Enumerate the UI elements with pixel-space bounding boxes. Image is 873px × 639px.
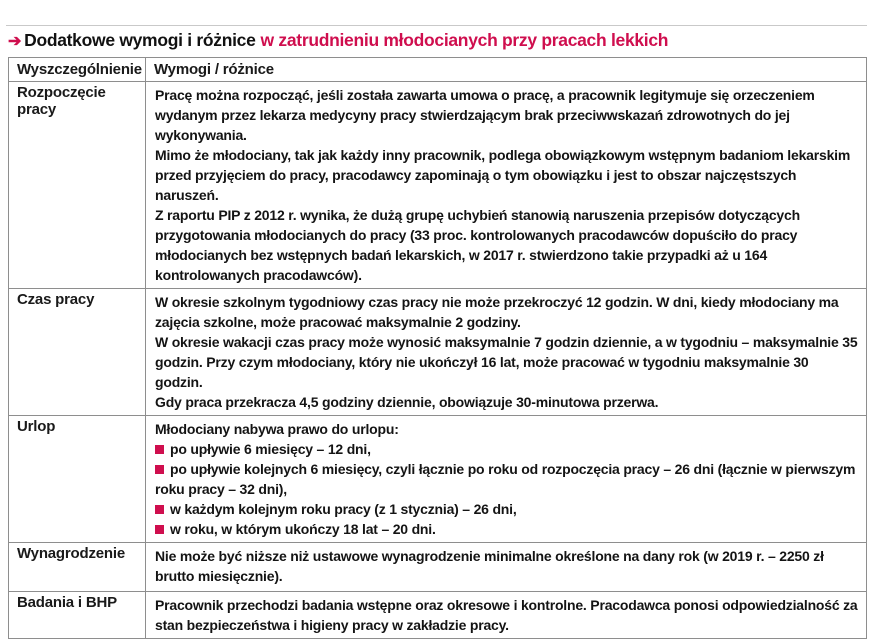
paragraph: Z raportu PIP z 2012 r. wynika, że dużą grupę uchybień stanowią naruszenia przepisów dotyczących przygotowania młodocianych do pracy (33 proc. kontrolowanych pracodawców dopuściło do pracy młodocianych bez wstępnych badań lekarskich, w 2017 r. stwierdzono takie przypadki aż u 164 kontrolowanych pracodawców). (155, 207, 800, 283)
row-label: Urlop (9, 416, 146, 543)
column-header-specification: Wyszczególnienie (9, 58, 146, 82)
paragraph: W okresie wakacji czas pracy może wynosić maksymalnie 7 godzin dziennie, a w tygodniu – maksymalnie 35 godzin. Przy czym młodociany, który nie ukończył 16 lat, może pracować w tygodniu maksymalnie 30 godzin. (155, 334, 858, 390)
list-item (155, 459, 858, 499)
title-black-part: Dodatkowe wymogi i różnice (24, 30, 256, 50)
paragraph: W okresie szkolnym tygodniowy czas pracy nie może przekroczyć 12 godzin. W dni, kiedy młodociany ma zajęcia szkolne, może pracować maksymalnie 2 godziny. (155, 294, 839, 330)
row-label: Rozpoczęcie pracy (9, 82, 146, 289)
paragraph: Mimo że młodociany, tak jak każdy inny pracownik, podlega obowiązkowym wstępnym badaniom lekarskim przed przyjęciem do pracy, pracodawcy zapominają o tym obowiązku i jest to obszar najczęstszych naruszeń. (155, 147, 851, 203)
requirements-table (8, 57, 867, 639)
paragraph: Pracownik przechodzi badania wstępne oraz okresowe i kontrolne. Pracodawca ponosi odpowiedzialność za stan bezpieczeństwa i higieny pracy w zakładzie pracy. (155, 597, 858, 633)
page-title (8, 30, 668, 51)
bullet-square-icon (155, 465, 164, 474)
paragraph: Gdy praca przekracza 4,5 godziny dziennie, obowiązuje 30-minutowa przerwa. (155, 394, 659, 410)
paragraph: Pracę można rozpocząć, jeśli została zawarta umowa o pracę, a pracownik legitymuje się orzeczeniem wydanym przez lekarza medycyny pracy stwierdzającym brak przeciwwskazań zdrowotnych do jej wykonywania. (155, 87, 815, 143)
bullet-square-icon (155, 525, 164, 534)
table-row-wynagrodzenie (9, 543, 867, 592)
table-row-badania-i-bhp (9, 592, 867, 639)
row-label: Wynagrodzenie (9, 543, 146, 592)
paragraph: Nie może być niższe niż ustawowe wynagrodzenie minimalne określone na dany rok (w 2019 r. – 2250 zł brutto miesięcznie). (155, 548, 824, 584)
header-row (9, 58, 867, 82)
column-header-requirements: Wymogi / różnice (146, 58, 867, 82)
bullet-square-icon (155, 445, 164, 454)
row-label: Czas pracy (9, 289, 146, 416)
row-content (146, 416, 867, 543)
row-content (146, 289, 867, 416)
list-item (155, 519, 858, 539)
list-item-text: po upływie 6 miesięcy – 12 dni, (170, 441, 371, 457)
top-divider (6, 25, 867, 26)
title-red-part: w zatrudnieniu młodocianych przy pracach lekkich (260, 30, 669, 50)
list-item-text: w każdym kolejnym roku pracy (z 1 stycznia) – 26 dni, (170, 501, 517, 517)
arrow-icon: ➔ (8, 33, 22, 50)
row-label: Badania i BHP (9, 592, 146, 639)
list-item (155, 439, 858, 459)
table-row-rozpoczecie-pracy (9, 82, 867, 289)
list-item-text: w roku, w którym ukończy 18 lat – 20 dni. (170, 521, 436, 537)
paragraph: Młodociany nabywa prawo do urlopu: (155, 421, 399, 437)
row-content (146, 543, 867, 592)
list-item-text: po upływie kolejnych 6 miesięcy, czyli łącznie po roku od rozpoczęcia pracy – 26 dni (łącznie w pierwszym roku pracy – 32 dni), (155, 461, 856, 497)
bullet-square-icon (155, 505, 164, 514)
table-row-czas-pracy (9, 289, 867, 416)
table-row-urlop (9, 416, 867, 543)
row-content (146, 82, 867, 289)
row-content (146, 592, 867, 639)
list-item (155, 499, 858, 519)
